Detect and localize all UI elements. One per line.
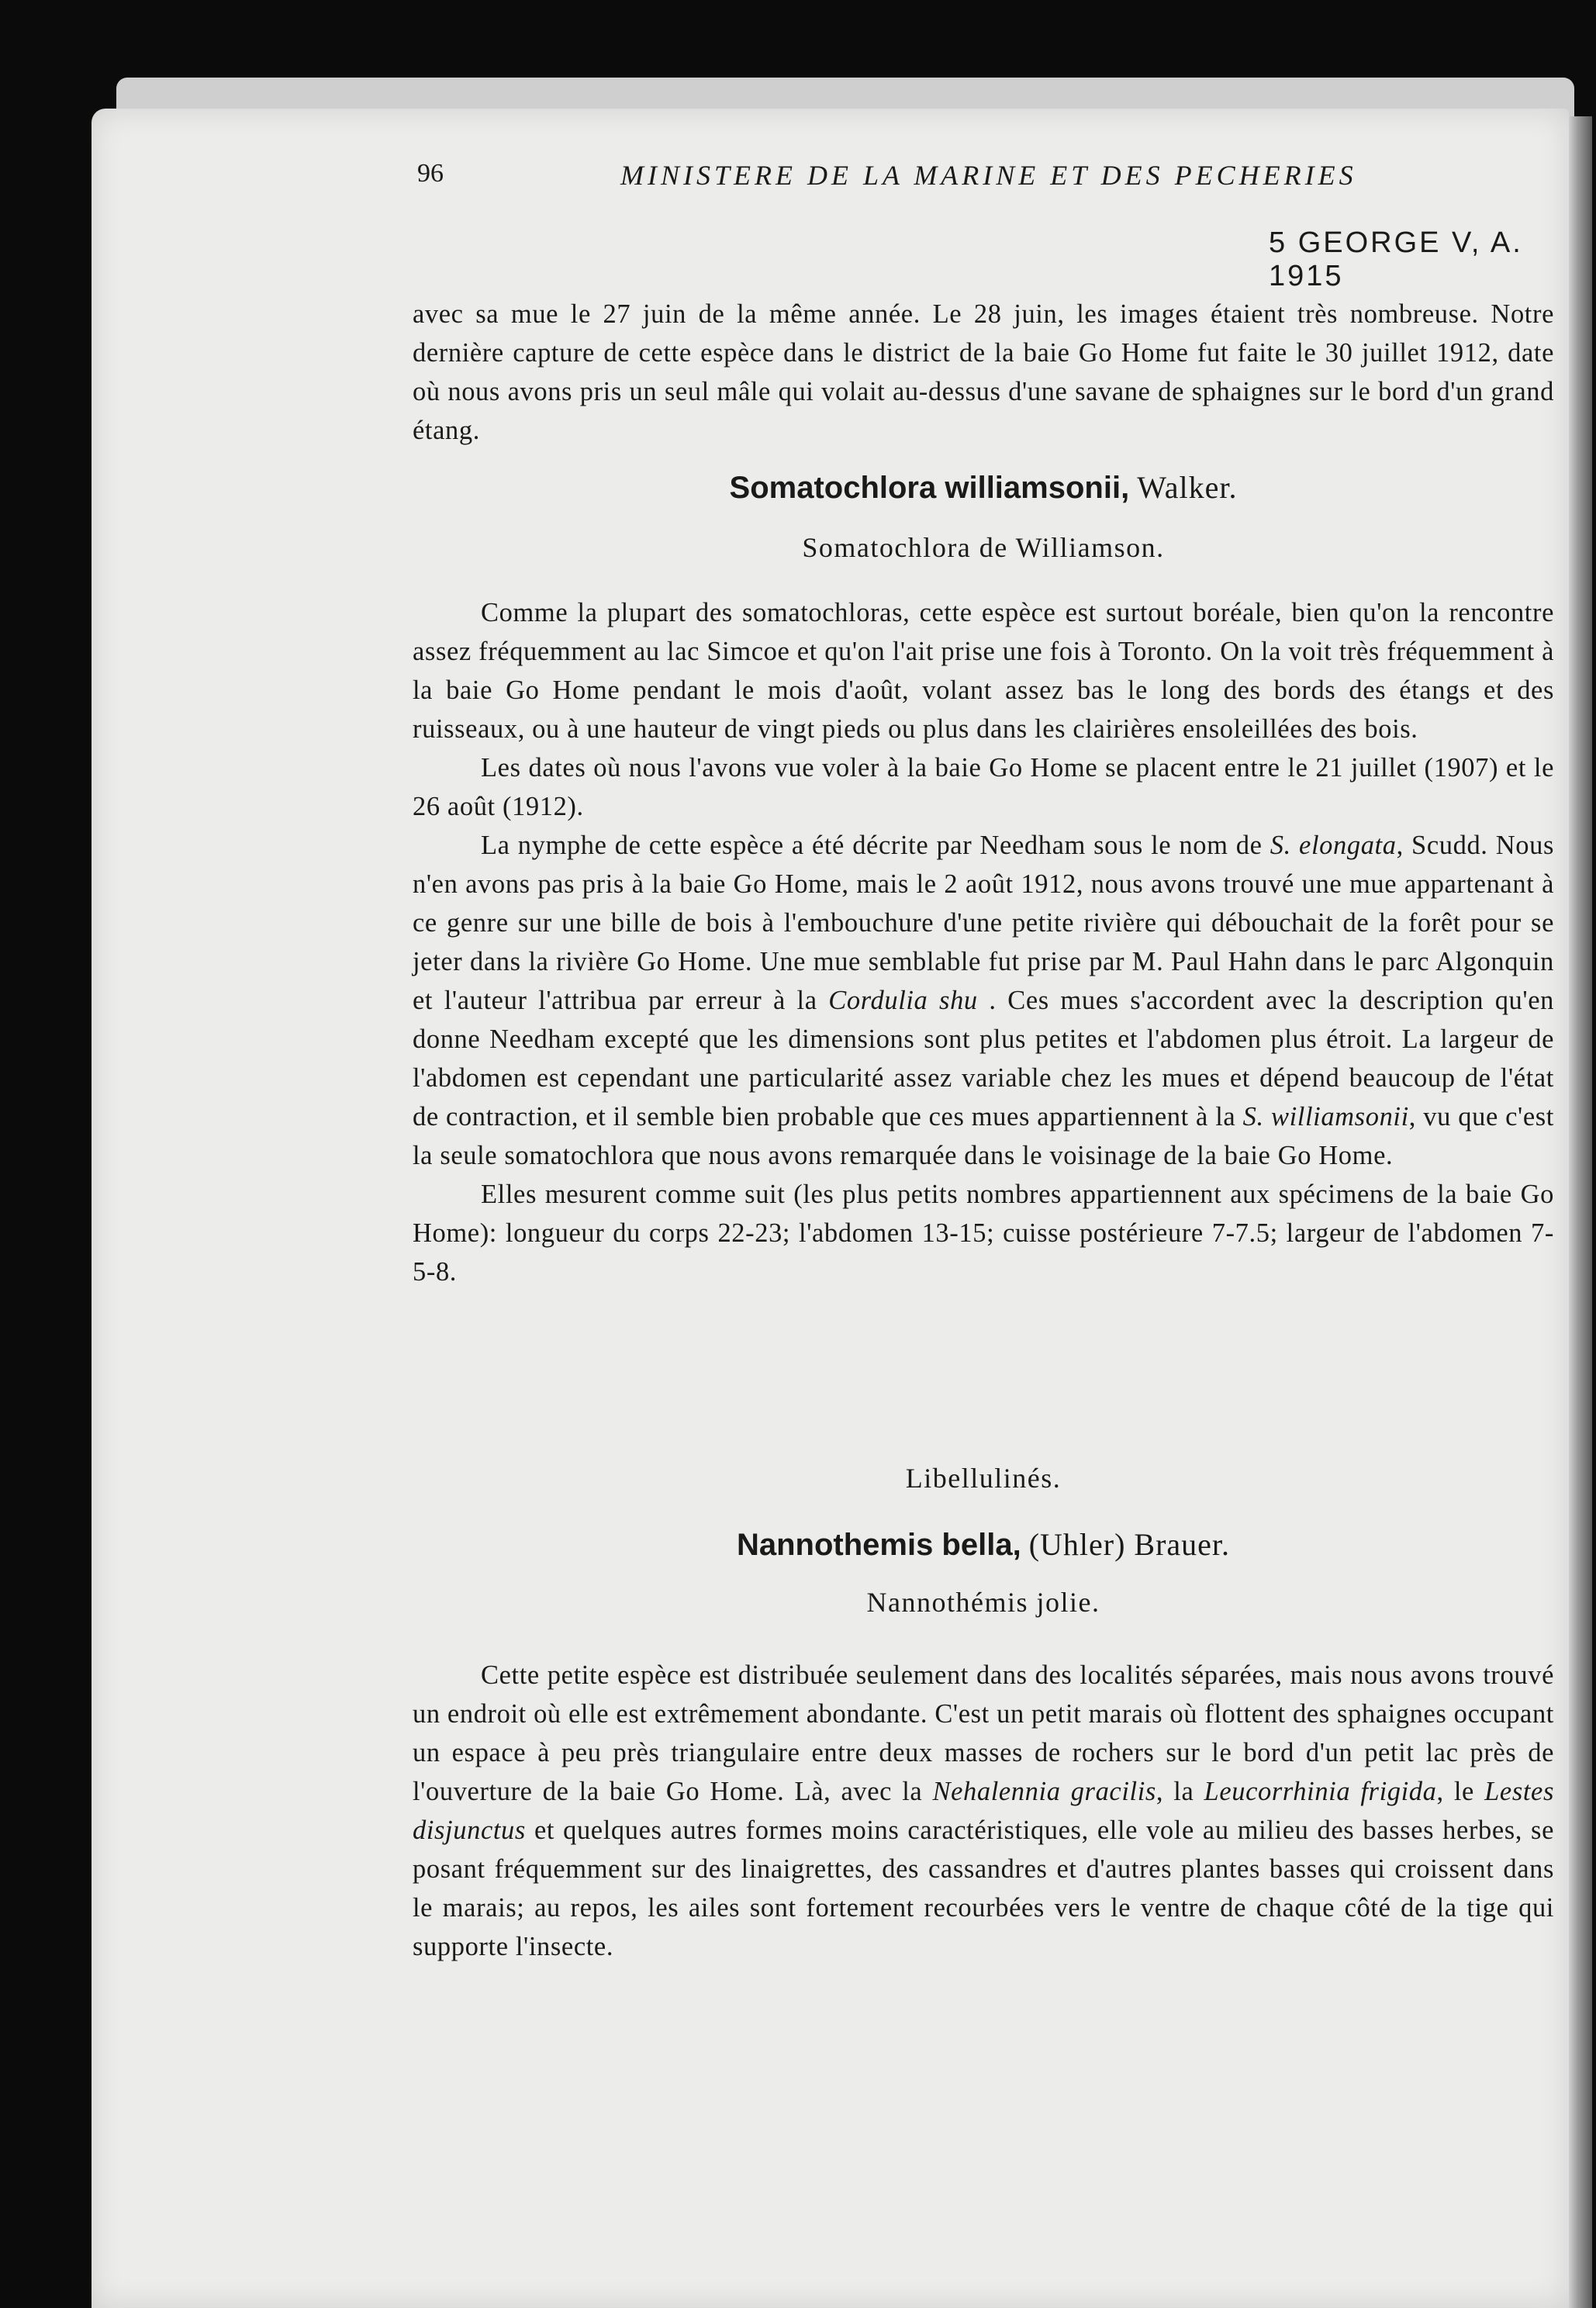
text-run: et quelques autres formes moins caractéristiques, elle vole au milieu des basses herbes, se posant fréquemment sur des linaigrettes, des cassandres et d'autres plantes basses qui croissent dans le marais; au repos, les ailes sont fortement recourbées vers le ventre de chaque côté de la tige qui supporte l'insecte. [413,1816,1554,1961]
text-run: , la [1156,1777,1204,1806]
species-name: Somatochlora williamsonii, [729,471,1130,505]
text-run: , Scudd. Nous n'en avons pas pris à la baie Go Home, mais le 2 août 1912, nous avons trouvé une mue appartenant à ce genre sur une bille de bois à l'embouchure d'une petite rivière qui débouchait de la forêt pour se jeter dans la rivière Go Home. Une mue semblable fut prise par M. Paul Hahn dans le parc Algonquin et l'auteur l'attribua par erreur à la [413,831,1554,1015]
page-number: 96 [417,159,444,188]
text-run: , le [1436,1777,1485,1806]
common-name: Somatochlora de Williamson. [802,532,1165,563]
italic-run: Lestes disjunctus [413,1777,1554,1845]
common-name: Nannothémis jolie. [866,1587,1100,1618]
text-run: . Ces mues s'accordent avec la description qu'en donne Needham excepté que les dimensions sont plus petites et l'abdomen plus étroit. La largeur de l'abdomen est cependant une particularité assez variable chez les mues et dépend beaucoup de l'état de contraction, et il semble bien probable que ces mues appartiennent à la [413,986,1554,1132]
continuation-paragraph [413,295,1554,450]
italic-run: Cordulia shu [828,986,978,1015]
species-name: Nannothemis bella, [736,1528,1021,1562]
species-heading [413,469,1554,506]
species-author: (Uhler) Brauer. [1028,1527,1231,1562]
paragraph: Comme la plupart des somatochloras, cette espèce est surtout boréale, bien qu'on la rencontre assez fréquemment au lac Simcoe et qu'on l'ait prise une fois à Toronto. On la voit très fréquemment à la baie Go Home pendant le mois d'août, volant assez bas le long des bords des étangs et des ruisseaux, ou à une hauteur de vingt pieds ou plus dans les clairières ensoleillées des bois. [413,598,1554,744]
italic-run: Nehalennia gracilis [932,1777,1156,1806]
family-heading: Libellulinés. [905,1463,1062,1494]
species-description [413,1656,1554,1966]
paragraph: Elles mesurent comme suit (les plus petits nombres appartiennent aux spécimens de la baie Go Home): longueur du corps 22-23; l'abdomen 13-15; cuisse postérieure 7-7.5; largeur de l'abdomen 7-5-8. [413,1180,1554,1287]
session-mark: 5 GEORGE V, A. 1915 [1269,226,1523,292]
paragraph: Les dates où nous l'avons vue voler à la baie Go Home se placent entre le 21 juillet (1907) et le 26 août (1912). [413,753,1554,821]
text-run: Cette petite espèce est distribuée seulement dans des localités séparées, mais nous avons trouvé un endroit où elle est extrêmement abondante. C'est un petit marais où flottent des sphaignes occupant un espace à peu près triangulaire entre deux masses de rochers sur le bord d'un petit lac près de l'ouverture de la baie Go Home. Là, avec la [413,1660,1554,1806]
running-title: MINISTERE DE LA MARINE ET DES PECHERIES [620,160,1357,191]
species-description [413,593,1554,1291]
text-run: , vu que c'est la seule somatochlora que nous avons remarquée dans le voisinage de la baie Go Home. [413,1102,1554,1170]
binding-edge [1569,116,1592,2308]
paragraph [413,1656,1554,1966]
species-heading [413,1526,1554,1563]
italic-run: S. williamsonii [1242,1102,1409,1132]
paragraph [413,826,1554,1175]
species-author: Walker. [1137,470,1238,505]
paragraph: avec sa mue le 27 juin de la même année. Le 28 juin, les images étaient très nombreuse. Notre dernière capture de cette espèce dans le district de la baie Go Home fut faite le 30 juillet 1912, date où nous avons pris un seul mâle qui volait au-dessus d'une savane de sphaignes sur le bord d'un grand étang. [413,299,1554,445]
italic-run: S. elongata [1270,831,1397,860]
text-run: La nymphe de cette espèce a été décrite par Needham sous le nom de [481,831,1270,860]
italic-run: Leucorrhinia frigida [1204,1777,1437,1806]
